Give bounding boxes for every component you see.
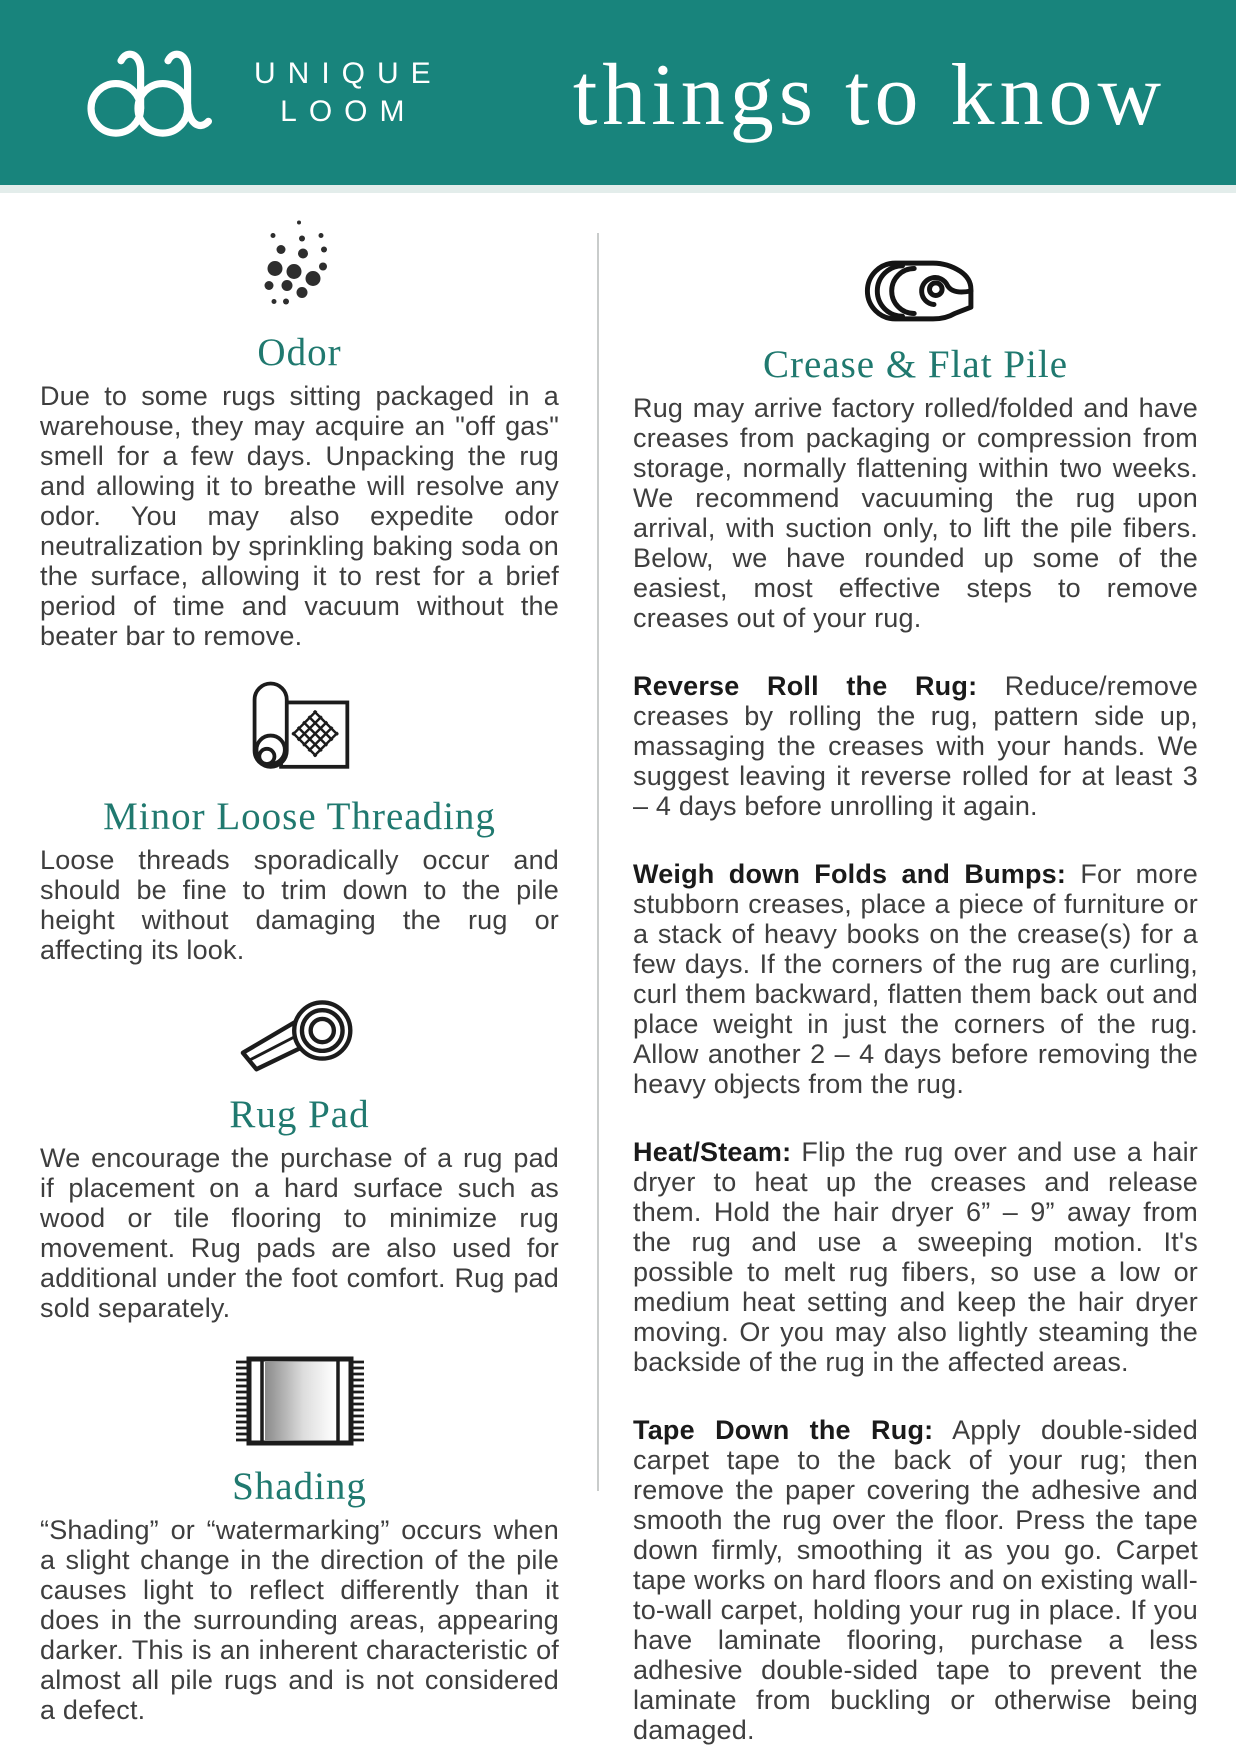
brand-lockup	[78, 37, 443, 149]
brand-name	[254, 55, 443, 131]
tip-text: Flip the rug over and use a hair dryer to heat up the creases and release them. Hold the hair dryer 6” – 9” away from the rug and use a sweeping motion. It's possible to melt rug fibers, so use a low or medium heat setting and keep the hair dryer moving. Or you may also lightly steaming the backside of the rug in the affected areas.	[633, 1137, 1198, 1377]
shading-rug-icon	[234, 1353, 366, 1449]
brand-name-line1: UNIQUE	[254, 56, 443, 90]
page-title: things to know	[572, 47, 1166, 144]
right-column	[597, 193, 1236, 1745]
tip-label: Heat/Steam:	[633, 1137, 792, 1167]
section-intro: Rug may arrive factory rolled/folded and have creases from packaging or compression from storage, normally flattening within two weeks. We recommend vacuuming the rug upon arrival, with suction only, to lift the pile fibers. Below, we have rounded up some of the easiest, most effective steps to remove creases out of your rug.	[633, 393, 1198, 633]
rug-pad-roll-icon	[237, 987, 363, 1077]
section-heading: Rug Pad	[229, 1093, 370, 1136]
section-crease-flat-pile	[633, 215, 1198, 1745]
header-bottom-strip	[0, 185, 1236, 193]
section-minor-loose-threading	[40, 677, 559, 965]
unique-loom-logo-icon	[78, 37, 228, 149]
section-heading: Minor Loose Threading	[103, 795, 496, 838]
rolled-rug-icon	[851, 255, 981, 327]
brand-name-line2: LOOM	[280, 94, 417, 128]
section-body: We encourage the purchase of a rug pad if placement on a hard surface such as wood or tile flooring to minimize rug movement. Rug pads are also used for additional under the foot comfort. Rug pad sold separately.	[40, 1143, 559, 1323]
tip-label: Tape Down the Rug:	[633, 1415, 934, 1445]
left-column	[0, 193, 597, 1745]
tip-text: For more stubborn creases, place a piece of furniture or a stack of heavy books on the crease(s) for a few days. If the corners of the rug are curling, curl them backward, flatten them back out and place weight in just the corners of the rug. Allow another 2 – 4 days before removing the heavy objects from the rug.	[633, 859, 1198, 1099]
section-body: Loose threads sporadically occur and should be fine to trim down to the pile height without damaging the rug or affecting its look.	[40, 845, 559, 965]
tip-label: Reverse Roll the Rug:	[633, 671, 978, 701]
section-odor	[40, 215, 559, 651]
tip-weigh-down	[633, 859, 1198, 1099]
section-body: “Shading” or “watermarking” occurs when a slight change in the direction of the pile causes light to reflect differently than it does in the surrounding areas, appearing darker. This is an inherent characteristic of almost all pile rugs and is not considered a defect.	[40, 1515, 559, 1725]
tip-heat-steam	[633, 1137, 1198, 1377]
content-columns	[0, 193, 1236, 1745]
tip-reverse-roll	[633, 671, 1198, 821]
tip-text: Apply double-sided carpet tape to the back of your rug; then remove the paper covering the adhesive and smooth the rug over the floor. Press the tape down firmly, smoothing it as you go. Carpet tape works on hard floors and on existing wall-to-wall carpet, holding your rug in place. If you have laminate flooring, purchase a less adhesive double-sided tape to prevent the laminate from buckling or otherwise being damaged.	[633, 1415, 1198, 1745]
tip-text: Reduce/remove creases by rolling the rug, pattern side up, massaging the creases with your hands. We suggest leaving it reverse rolled for at least 3 – 4 days before unrolling it again.	[633, 671, 1198, 821]
tip-tape-down	[633, 1415, 1198, 1745]
odor-particles-icon	[250, 215, 350, 315]
header-banner	[0, 0, 1236, 185]
loose-thread-rug-icon	[247, 677, 353, 779]
section-heading: Shading	[232, 1465, 367, 1508]
section-rug-pad	[40, 987, 559, 1323]
section-body: Due to some rugs sitting packaged in a warehouse, they may acquire an "off gas" smell for a few days. Unpacking the rug and allowing it to breathe will resolve any odor. You may also expedite odor neutralization by sprinkling baking soda on the surface, allowing it to rest for a brief period of time and vacuum without the beater bar to remove.	[40, 381, 559, 651]
section-heading: Odor	[257, 331, 342, 374]
section-shading	[40, 1353, 559, 1725]
tip-label: Weigh down Folds and Bumps:	[633, 859, 1067, 889]
column-divider	[597, 233, 599, 1491]
section-heading: Crease & Flat Pile	[762, 343, 1069, 386]
